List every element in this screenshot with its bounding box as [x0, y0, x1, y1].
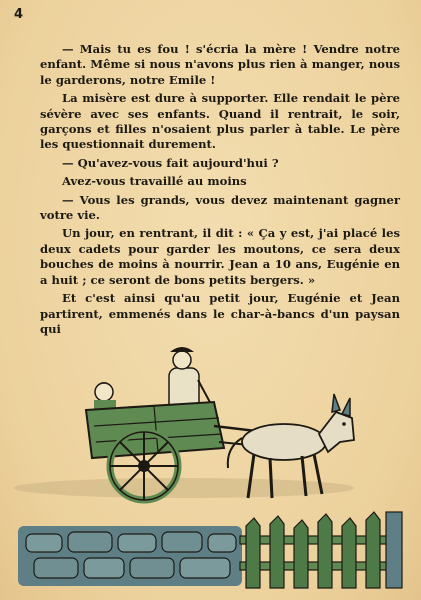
paragraph-3: — Qu'avez-vous fait aujourd'hui ?	[62, 155, 279, 170]
cart-illustration	[14, 330, 406, 592]
cart-wheel	[110, 432, 178, 500]
page-number: 4	[14, 7, 24, 22]
stone-wall	[18, 526, 242, 586]
paragraph-1: — Mais tu es fou ! s'écria la mère ! Vendre notre enfant. Même si nous n'avons plus rien à manger, nous le garderons, notre Emile !	[40, 42, 400, 87]
paragraph-5: — Vous les grands, vous devez maintenant gagner votre vie.	[40, 192, 400, 223]
story-text	[40, 42, 400, 340]
wooden-fence	[240, 512, 402, 588]
paragraph-2: La misère est dure à supporter. Elle rendait le père sévère avec ses enfants. Quand il rentrait, le soir, garçons et filles n'osaient plus parler à table. Le père les questionnait durement.	[40, 91, 400, 152]
paragraph-6: Un jour, en rentrant, il dit : « Ça y est, j'ai placé les deux cadets pour garder les moutons, ce sera deux bouches de moins à nourrir. Jean a 10 ans, Eugénie en a huit ; ce seront de bons petits bergers. »	[40, 226, 400, 287]
paragraph-4: Avez-vous travaillé au moins	[62, 174, 247, 189]
paragraph-7: Et c'est ainsi qu'au petit jour, Eugénie et Jean partirent, emmenés dans le char-à-bancs d'un paysan qui	[40, 291, 400, 336]
